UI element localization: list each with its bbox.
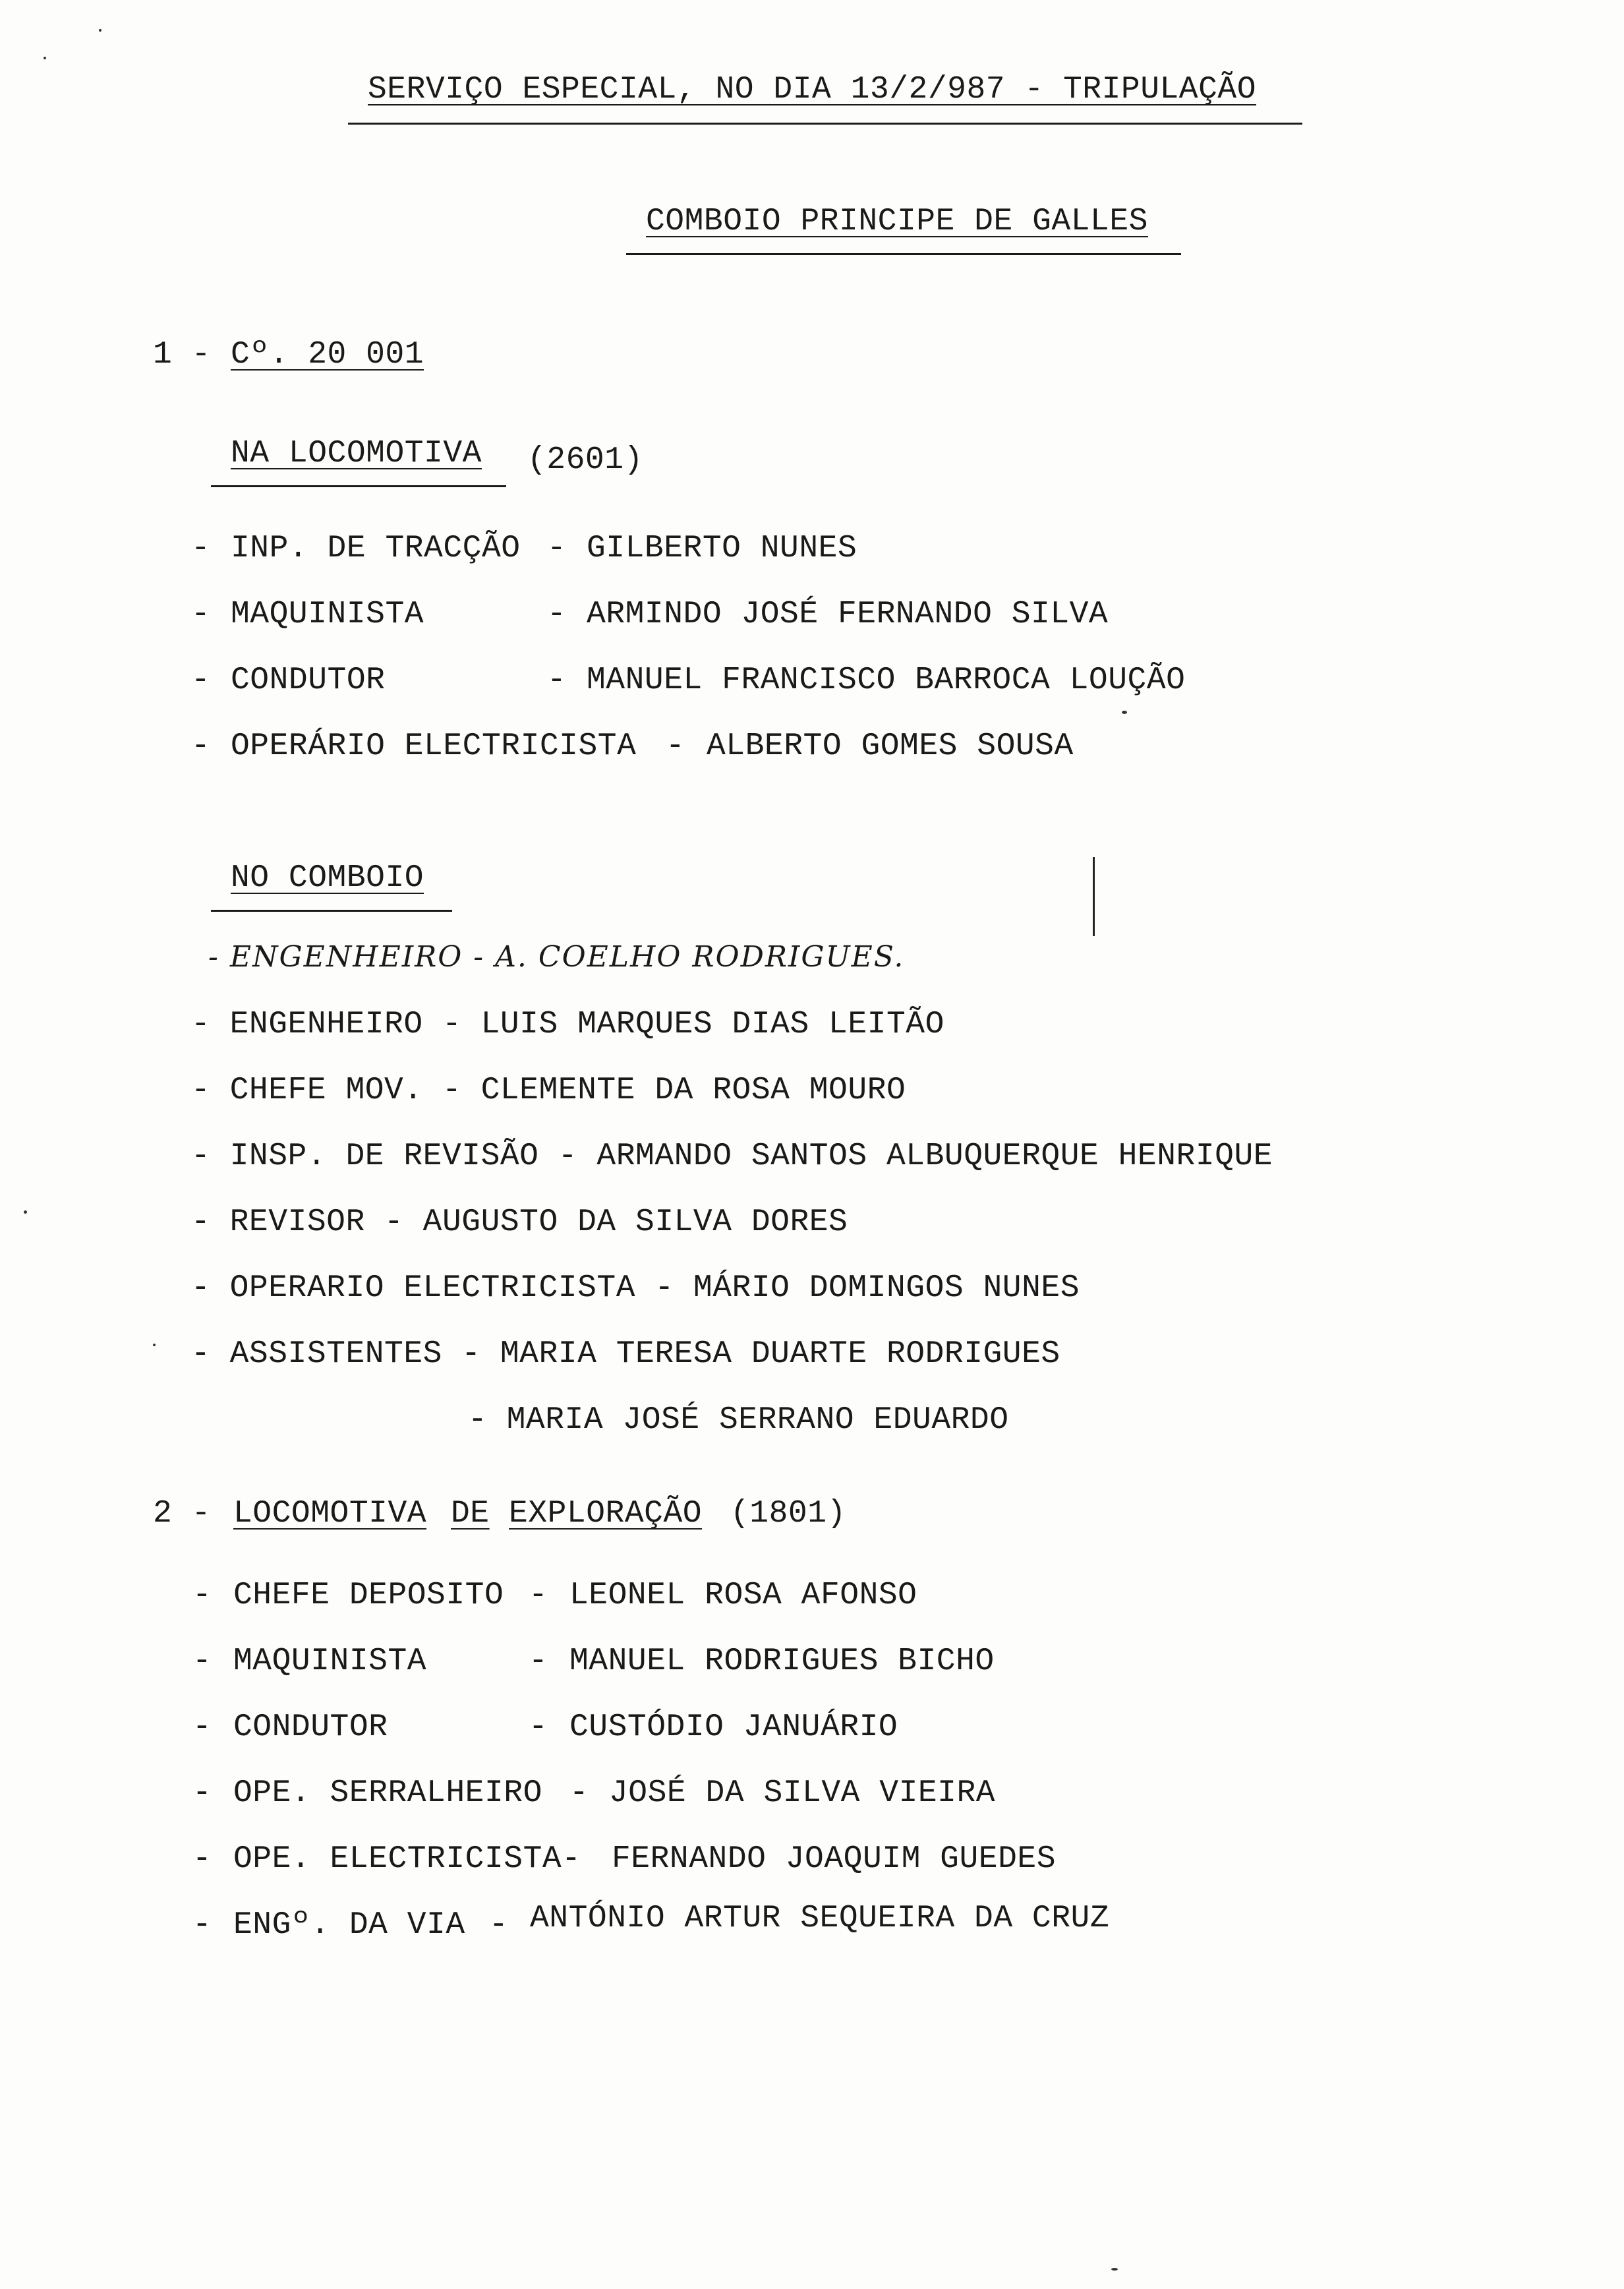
- section-2-heading-b: DE: [451, 1496, 490, 1531]
- crew-role: INP. DE TRACÇÃO: [231, 531, 521, 566]
- list-item: - CHEFE MOV. - CLEMENTE DA ROSA MOURO: [191, 1073, 906, 1108]
- list-item: - MARIA JOSÉ SERRANO EDUARDO: [468, 1402, 1009, 1438]
- crew-role: MAQUINISTA: [233, 1644, 427, 1679]
- list-item: - REVISOR - AUGUSTO DA SILVA DORES: [191, 1204, 848, 1240]
- crew-name: MANUEL RODRIGUES BICHO: [569, 1644, 995, 1679]
- scan-speck: [99, 29, 102, 32]
- crew-name: FERNANDO JOAQUIM GUEDES: [612, 1841, 1057, 1877]
- train-heading-rule: [211, 910, 452, 912]
- crew-role: MAQUINISTA: [231, 597, 424, 632]
- section-2-heading-c: EXPLORAÇÃO: [509, 1496, 703, 1531]
- list-item: - ASSISTENTES - MARIA TERESA DUARTE RODRIGUES: [191, 1336, 1060, 1372]
- train-heading: NO COMBOIO: [231, 860, 424, 896]
- crew-name: CUSTÓDIO JANUÁRIO: [569, 1709, 898, 1745]
- crew-role: OPE. SERRALHEIRO: [233, 1775, 542, 1811]
- crew-role: ENGº. DA VIA: [233, 1907, 465, 1943]
- list-item: - ENGENHEIRO - LUIS MARQUES DIAS LEITÃO: [191, 1007, 944, 1042]
- crew-role: OPERÁRIO ELECTRICISTA: [231, 728, 637, 764]
- locomotive-heading: NA LOCOMOTIVA: [231, 436, 482, 471]
- section-2-code: (1801): [730, 1496, 846, 1531]
- crew-name: JOSÉ DA SILVA VIEIRA: [609, 1775, 996, 1811]
- subtitle-rule: [626, 253, 1181, 255]
- scan-speck: [153, 1344, 156, 1346]
- crew-name: LEONEL ROSA AFONSO: [569, 1578, 917, 1613]
- scan-speck: [24, 1210, 27, 1214]
- scan-speck: [44, 57, 46, 59]
- crew-role: OPE. ELECTRICISTA-: [233, 1841, 581, 1877]
- locomotive-code: (2601): [527, 442, 643, 478]
- crew-role: CONDUTOR: [231, 663, 386, 698]
- document-subtitle: COMBOIO PRINCIPE DE GALLES: [646, 204, 1148, 239]
- locomotive-heading-rule: [211, 485, 506, 487]
- section-2-number: 2 -: [153, 1496, 211, 1531]
- title-rule: [348, 123, 1302, 125]
- crew-name: ANTÓNIO ARTUR SEQUEIRA DA CRUZ: [530, 1901, 1110, 1936]
- document-page: SERVIÇO ESPECIAL, NO DIA 13/2/987 - TRIPULAÇÃO COMBOIO PRINCIPE DE GALLES 1 - Cº. 20 001 NA LOCOMOTIVA (2601) - INP. DE TRACÇÃO - GILBERTO NUNES - MAQUINISTA - ARMINDO JOSÉ FERNANDO SILVA - CONDUTOR - MANUEL FRANCISCO BARROCA LOUÇÃO - OPERÁRIO ELECTRICISTA - ALBERTO GOMES SOUSA NO COMBOIO - ENGENHEIRO - A. COELHO RODRIGUES. - ENGENHEIRO - LUIS MARQUES DIAS LEITÃO - CHEFE MOV. - CLEMENTE DA ROSA MOURO - INSP. DE REVISÃO - ARMANDO SANTOS ALBUQUERQUE HENRIQUE - REVISOR - AUGUSTO DA SILVA DORES - OPERARIO ELECTRICISTA - MÁRIO DOMINGOS NUNES - ASSISTENTES - MARIA TERESA DUARTE RODRIGUES - MARIA JOSÉ SERRANO EDUARDO 2 - LOCOMOTIVA DE EXPLORAÇÃO (1801) - CHEFE DEPOSITO - LEONEL ROSA AFONSO - MAQUINISTA - MANUEL RODRIGUES BICHO - CONDUTOR - CUSTÓDIO JANUÁRIO - OPE. SERRALHEIRO - JOSÉ DA SILVA VIEIRA - OPE. ELECTRICISTA- FERNANDO JOAQUIM GUEDES - ENGº. DA VIA - ANTÓNIO ARTUR SEQUEIRA DA CRUZ: [0, 0, 1624, 2289]
- margin-mark: [1093, 857, 1095, 936]
- scan-speck: [1122, 711, 1127, 714]
- section-1-number: 1 -: [153, 337, 211, 372]
- document-title: SERVIÇO ESPECIAL, NO DIA 13/2/987 - TRIPULAÇÃO: [368, 72, 1257, 107]
- scan-speck: [1111, 2268, 1118, 2271]
- list-item: - INSP. DE REVISÃO - ARMANDO SANTOS ALBUQUERQUE HENRIQUE: [191, 1139, 1273, 1174]
- crew-name: ARMINDO JOSÉ FERNANDO SILVA: [587, 597, 1109, 632]
- crew-name: ALBERTO GOMES SOUSA: [707, 728, 1074, 764]
- section-2-heading-a: LOCOMOTIVA: [233, 1496, 427, 1531]
- section-1-label: Cº. 20 001: [231, 337, 424, 372]
- crew-name: MANUEL FRANCISCO BARROCA LOUÇÃO: [587, 663, 1186, 698]
- handwritten-note: - ENGENHEIRO - A. COELHO RODRIGUES.: [208, 940, 905, 974]
- crew-name: GILBERTO NUNES: [587, 531, 857, 566]
- list-item: - OPERARIO ELECTRICISTA - MÁRIO DOMINGOS NUNES: [191, 1270, 1080, 1306]
- crew-role: CHEFE DEPOSITO: [233, 1578, 504, 1613]
- crew-role: CONDUTOR: [233, 1709, 388, 1745]
